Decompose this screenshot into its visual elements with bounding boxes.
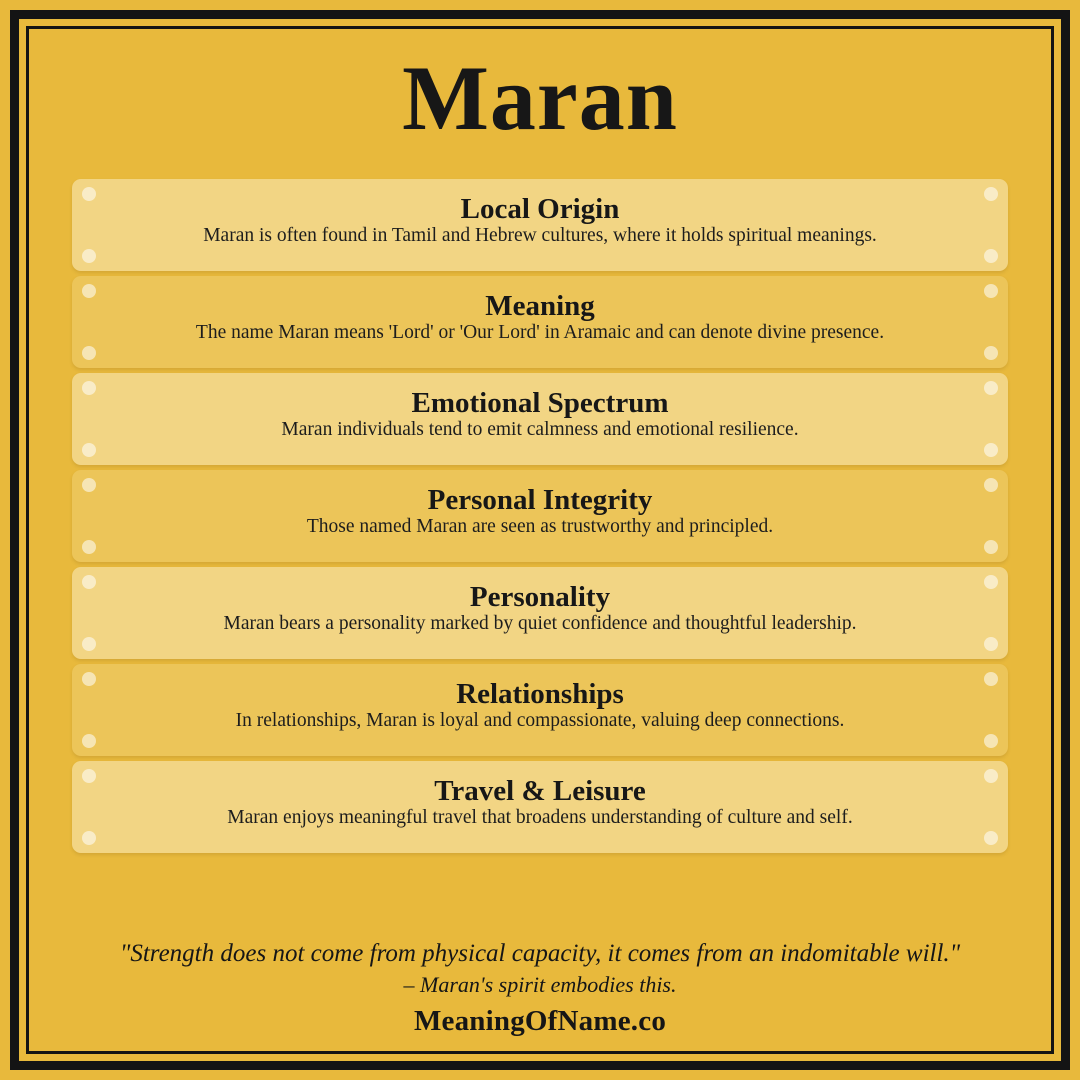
- card-heading: Travel & Leisure: [434, 775, 646, 808]
- corner-dot-icon: [82, 540, 96, 554]
- card-text: The name Maran means 'Lord' or 'Our Lord' in Aramaic and can denote divine presence.: [195, 322, 885, 344]
- card-text: In relationships, Maran is loyal and compassionate, valuing deep connections.: [235, 710, 845, 732]
- corner-dot-icon: [82, 381, 96, 395]
- card-heading: Relationships: [456, 678, 624, 711]
- corner-dot-icon: [984, 769, 998, 783]
- corner-dot-icon: [984, 637, 998, 651]
- corner-dot-icon: [82, 443, 96, 457]
- corner-dot-icon: [984, 249, 998, 263]
- corner-dot-icon: [82, 637, 96, 651]
- card-text: Maran bears a personality marked by quiet confidence and thoughtful leadership.: [223, 613, 857, 635]
- card-text: Those named Maran are seen as trustworthy and principled.: [306, 516, 774, 538]
- corner-dot-icon: [82, 187, 96, 201]
- info-card-local-origin: [72, 179, 1008, 271]
- corner-dot-icon: [984, 540, 998, 554]
- footer-quote: "Strength does not come from physical capacity, it comes from an indomitable will.": [119, 939, 961, 967]
- card-text: Maran is often found in Tamil and Hebrew cultures, where it holds spiritual meanings.: [203, 225, 877, 247]
- info-card-personal-integrity: [72, 470, 1008, 562]
- corner-dot-icon: [984, 478, 998, 492]
- corner-dot-icon: [82, 769, 96, 783]
- corner-dot-icon: [984, 575, 998, 589]
- corner-dot-icon: [82, 575, 96, 589]
- card-heading: Personality: [469, 581, 611, 614]
- footer-quote-attribution: – Maran's spirit embodies this.: [403, 971, 677, 997]
- corner-dot-icon: [984, 831, 998, 845]
- corner-dot-icon: [82, 734, 96, 748]
- info-card-personality: [72, 567, 1008, 659]
- info-card-emotional-spectrum: [72, 373, 1008, 465]
- info-card-travel-leisure: [72, 761, 1008, 853]
- card-text: Maran enjoys meaningful travel that broadens understanding of culture and self.: [227, 807, 853, 829]
- site-name: MeaningOfName.co: [413, 1005, 667, 1037]
- info-card-meaning: [72, 276, 1008, 368]
- footer: [38, 939, 1042, 1047]
- corner-dot-icon: [984, 381, 998, 395]
- corner-dot-icon: [984, 187, 998, 201]
- card-heading: Personal Integrity: [427, 484, 653, 517]
- card-text: Maran individuals tend to emit calmness and emotional resilience.: [281, 419, 799, 441]
- card-heading: Meaning: [485, 290, 595, 323]
- corner-dot-icon: [984, 346, 998, 360]
- card-heading: Emotional Spectrum: [411, 387, 669, 420]
- info-card-relationships: [72, 664, 1008, 756]
- corner-dot-icon: [82, 249, 96, 263]
- corner-dot-icon: [82, 346, 96, 360]
- corner-dot-icon: [984, 284, 998, 298]
- corner-dot-icon: [984, 443, 998, 457]
- corner-dot-icon: [82, 672, 96, 686]
- corner-dot-icon: [984, 734, 998, 748]
- corner-dot-icon: [82, 478, 96, 492]
- corner-dot-icon: [82, 284, 96, 298]
- poster-content: [38, 34, 1042, 1046]
- corner-dot-icon: [984, 672, 998, 686]
- page-title: Maran: [402, 47, 678, 149]
- info-card-list: [38, 179, 1042, 853]
- card-heading: Local Origin: [460, 193, 620, 226]
- corner-dot-icon: [82, 831, 96, 845]
